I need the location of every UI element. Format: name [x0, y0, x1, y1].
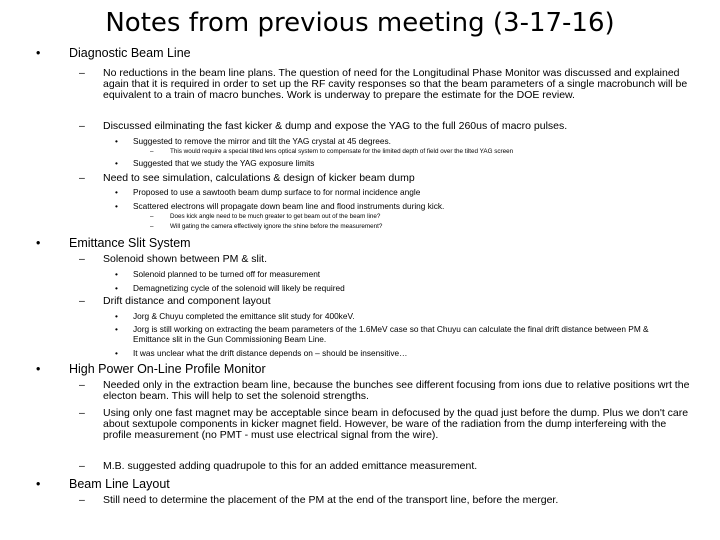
note-item: Will gating the camera effectively ignore the shine before the measurement? [170, 223, 383, 230]
bullet-marker: • [115, 311, 118, 321]
note-item: Solenoid planned to be turned off for measurement [133, 269, 321, 279]
note-item: Scattered electrons will propagate down beam line and flood instruments during kick. [133, 201, 445, 211]
section-heading-profile-monitor: High Power On-Line Profile Monitor [69, 362, 266, 376]
dash-marker: – [79, 460, 85, 472]
bullet-marker: • [36, 236, 41, 250]
dash-marker: – [79, 407, 85, 419]
note-item: M.B. suggested adding quadrupole to this for an added emittance measurement. [103, 460, 478, 472]
bullet-marker: • [115, 324, 118, 334]
dash-marker: – [79, 295, 85, 307]
note-item: Need to see simulation, calculations & design of kicker beam dump [103, 172, 415, 184]
dash-marker: – [150, 223, 154, 230]
section-heading-beam-line-layout: Beam Line Layout [69, 477, 170, 491]
note-item: Solenoid shown between PM & slit. [103, 253, 268, 265]
bullet-marker: • [115, 269, 118, 279]
note-item: This would require a special tilted lens optical system to compensate for the limited depth of field over the tilted YAG screen [170, 148, 514, 155]
bullet-marker: • [36, 477, 41, 491]
bullet-marker: • [115, 136, 118, 146]
section-heading-emittance-slit-system: Emittance Slit System [69, 236, 191, 250]
dash-marker: – [79, 172, 85, 184]
bullet-marker: • [115, 348, 118, 358]
note-item: Drift distance and component layout [103, 295, 271, 307]
note-item: Jorg is still working on extracting the beam parameters of the 1.6MeV case so that Chuyu can calculate the final drift distance between PM & Emittance slit in the Gun Commissioning Beam Line. [133, 324, 649, 344]
bullet-marker: • [115, 201, 118, 211]
note-item: Using only one fast magnet may be acceptable since beam in defocused by the quad just before the dump. Plus we don't care about sextupole components in kicker magnet field. However, be ware of the radiation from the dump interfereing with the profile measurement (no PMT - must use electrical signal from the wire). [103, 407, 689, 442]
note-item: Demagnetizing cycle of the solenoid will likely be required [133, 283, 345, 293]
note-item: No reductions in the beam line plans. The question of need for the Longitudinal Phase Monitor was discussed and explained again that it is required in order to set up the RF cavity responses so that the beam parameters of a single macrobunch will be equivalent to a train of macro bunches. Work is underway to prepare the estimate for the DOE review. [103, 67, 688, 102]
note-item: Does kick angle need to be much greater to get beam out of the beam line? [170, 213, 381, 220]
bullet-marker: • [115, 283, 118, 293]
note-item: Proposed to use a sawtooth beam dump surface to for normal incidence angle [133, 187, 421, 197]
bullet-marker: • [115, 158, 118, 168]
dash-marker: – [79, 67, 85, 79]
bullet-marker: • [36, 362, 41, 376]
note-item: Needed only in the extraction beam line, because the bunches see different focusing from ions due to relative positions wrt the electon beam. This will help to set the solenoid strengths. [103, 379, 690, 403]
note-item: Discussed eilminating the fast kicker & dump and expose the YAG to the full 260us of macro pulses. [103, 120, 568, 132]
dash-marker: – [79, 379, 85, 391]
dash-marker: – [79, 494, 85, 506]
note-item: Still need to determine the placement of the PM at the end of the transport line, before the merger. [103, 494, 559, 506]
bullet-marker: • [36, 46, 41, 60]
note-item: Jorg & Chuyu completed the emittance slit study for 400keV. [133, 311, 355, 321]
note-item: It was unclear what the drift distance depends on – should be insensitive… [133, 348, 408, 358]
section-heading-diagnostic-beam-line: Diagnostic Beam Line [69, 46, 191, 60]
dash-marker: – [79, 253, 85, 265]
slide-title: Notes from previous meeting (3-17-16) [105, 8, 615, 38]
bullet-marker: • [115, 187, 118, 197]
note-item: Suggested to remove the mirror and tilt the YAG crystal at 45 degrees. [133, 136, 391, 146]
note-item: Suggested that we study the YAG exposure limits [133, 158, 315, 168]
dash-marker: – [150, 213, 154, 220]
dash-marker: – [79, 120, 85, 132]
dash-marker: – [150, 148, 154, 155]
